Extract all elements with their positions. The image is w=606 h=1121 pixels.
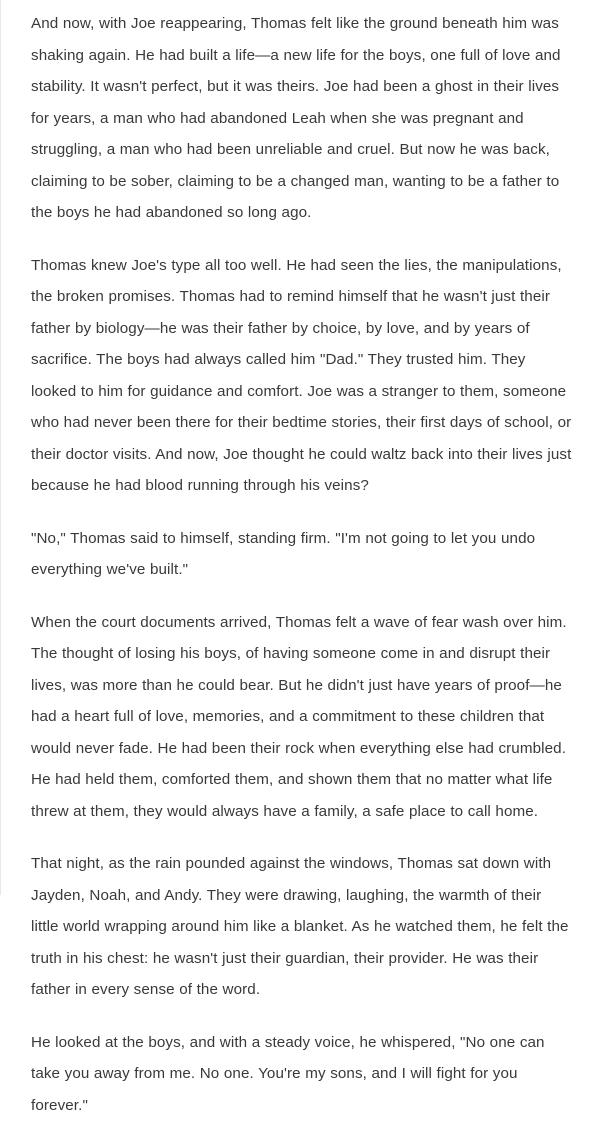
paragraph: Thomas knew Joe's type all too well. He had seen the lies, the manipulations, the broken promises. Thomas had to remind himself that he wasn't just their father by biology—he was their father by choice, by love, and by years of sacrifice. The boys had always called him "Dad." They trusted him. They looked to him for guidance and comfort. Joe was a stranger to them, someone who had never been there for their bedtime stories, their first days of school, or their doctor visits. And now, Joe thought he could waltz back into their lives just because he had blood running through his veins? bbox=[31, 250, 572, 502]
paragraph: "No," Thomas said to himself, standing firm. "I'm not going to let you undo everything we've built." bbox=[31, 523, 572, 586]
left-margin-rule bbox=[0, 0, 1, 895]
paragraph: That night, as the rain pounded against the windows, Thomas sat down with Jayden, Noah, and Andy. They were drawing, laughing, the warmth of their little world wrapping around him like a blanket. As he watched them, he felt the truth in his chest: he wasn't just their guardian, their provider. He was their father in every sense of the word. bbox=[31, 848, 572, 1006]
paragraph: He looked at the boys, and with a steady voice, he whispered, "No one can take you away from me. No one. You're my sons, and I will fight for you forever." bbox=[31, 1027, 572, 1121]
paragraph: When the court documents arrived, Thomas felt a wave of fear wash over him. The thought of losing his boys, of having someone come in and disrupt their lives, was more than he could bear. But he didn't just have years of proof—he had a heart full of love, memories, and a commitment to these children that would never fade. He had been their rock when everything else had crumbled. He had held them, comforted them, and shown them that no matter what life threw at them, they would always have a family, a safe place to call home. bbox=[31, 607, 572, 828]
paragraph: And now, with Joe reappearing, Thomas felt like the ground beneath him was shaking again. He had built a life—a new life for the boys, one full of love and stability. It wasn't perfect, but it was theirs. Joe had been a ghost in their lives for years, a man who had abandoned Leah when she was pregnant and struggling, a man who had been unreliable and cruel. But now he was back, claiming to be sober, claiming to be a changed man, wanting to be a father to the boys he had abandoned so long ago. bbox=[31, 8, 572, 229]
